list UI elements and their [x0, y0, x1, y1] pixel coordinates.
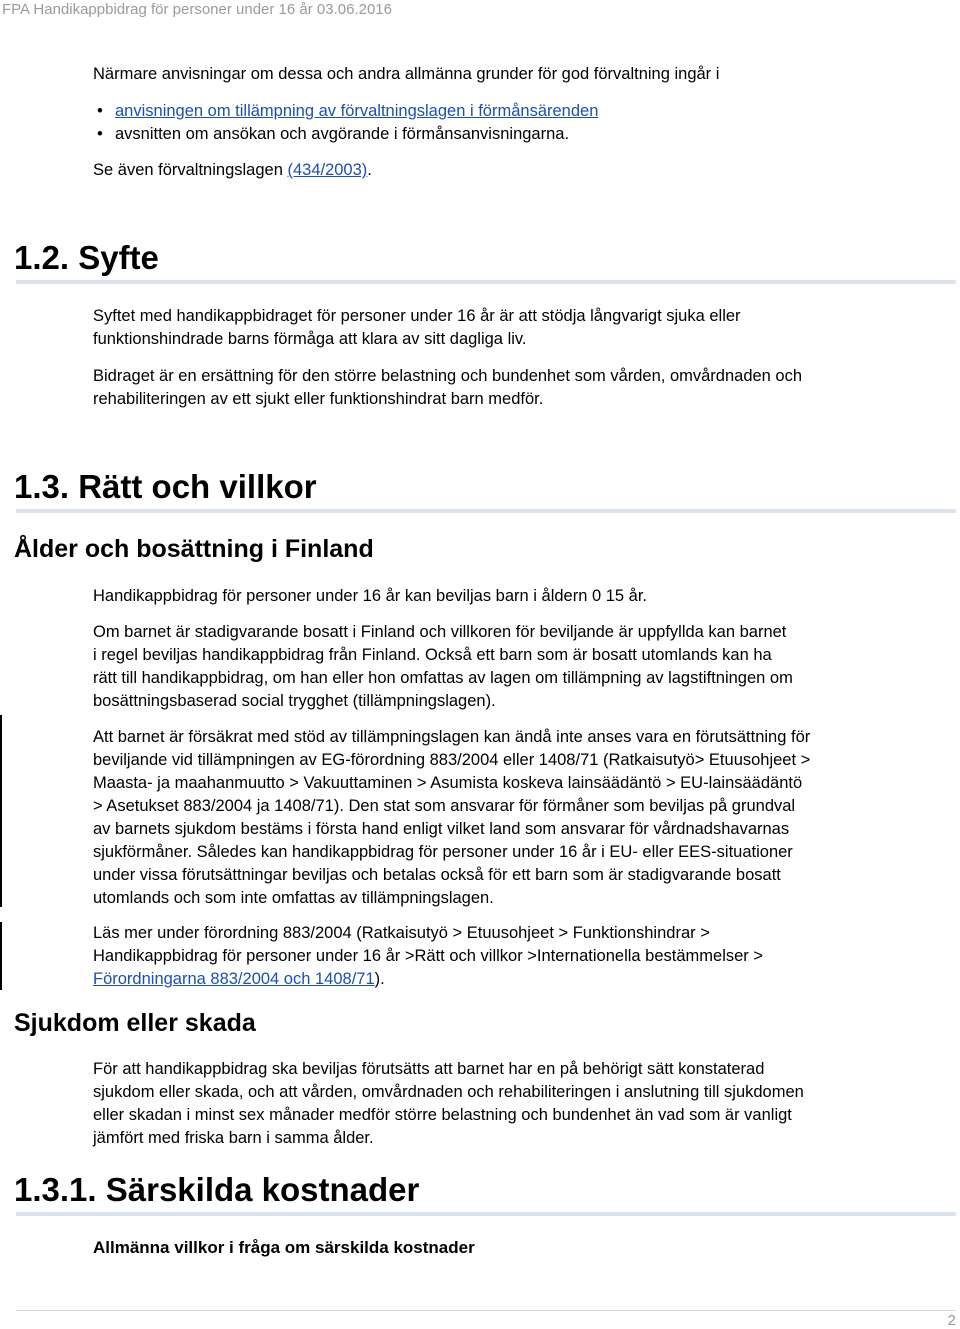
paragraph-line: funktionshindrade barns förmåga att klara av sitt dagliga liv.: [93, 330, 527, 348]
link-forordningarna[interactable]: Förordningarna 883/2004 och 1408/71: [93, 970, 375, 988]
section-heading-ratt-och-villkor: 1.3. Rätt och villkor: [14, 468, 317, 505]
subheading-sjukdom-skada: Sjukdom eller skada: [14, 1009, 256, 1037]
paragraph-line: av barnets sjukdom bestäms i första hand enligt vilket land som ansvarar för vårdnadshavarnas: [93, 820, 790, 838]
paragraph-line: Om barnet är stadigvarande bosatt i Finland och villkoren för beviljande är uppfyllda kan barnet: [93, 623, 787, 641]
change-bar: [0, 715, 2, 907]
intro-bullet-list: [97, 100, 599, 146]
paragraph-line: utomlands och som inte omfattas av tillämpningslagen.: [93, 889, 494, 907]
paragraph-line: under vissa förutsättningar beviljas och betalas också för ett barn som är stadigvarande bosatt: [93, 866, 781, 884]
paragraph-line: Läs mer under förordning 883/2004 (Ratkaisutyö > Etuusohjeet > Funktionshindrar >: [93, 924, 710, 942]
paragraph-line: jämfört med friska barn i samma ålder.: [93, 1129, 374, 1147]
paragraph-line: Bidraget är en ersättning för den större belastning och bundenhet som vården, omvårdnaden och: [93, 367, 803, 385]
bullet-dot-icon: •: [97, 102, 103, 120]
bullet-text: avsnitten om ansökan och avgörande i förmånsanvisningarna.: [115, 125, 570, 143]
bullet-item: [97, 123, 598, 146]
paragraph-line: sjukförmåner. Således kan handikappbidrag för personer under 16 år i EU- eller EES-situationer: [93, 843, 793, 861]
section-divider: [16, 280, 956, 284]
document-header: FPA Handikappbidrag för personer under 16 år 03.06.2016: [2, 1, 392, 18]
paragraph-line: rätt till handikappbidrag, om han eller hon omfattas av lagen om tillämpning av lagstiftningen om: [93, 669, 793, 687]
paragraph-line: > Asetukset 883/2004 ja 1408/71). Den stat som ansvarar för förmåner som beviljas på grundval: [93, 797, 796, 815]
paragraph-line: Handikappbidrag för personer under 16 år >Rätt och villkor >Internationella bestämmelser >: [93, 947, 763, 965]
section-heading-sarskilda-kostnader: 1.3.1. Särskilda kostnader: [14, 1171, 420, 1208]
paragraph-line: eller skadan i minst sex månader medför större belastning och bundenhet än vad som är vanligt: [93, 1106, 792, 1124]
link-anvisningen[interactable]: anvisningen om tillämpning av förvaltningslagen i förmånsärenden: [115, 102, 599, 120]
paragraph-line: Syftet med handikappbidraget för personer under 16 år är att stödja långvarigt sjuka eller: [93, 307, 741, 325]
page-number: 2: [947, 1312, 956, 1329]
bullet-dot-icon: •: [97, 125, 103, 143]
paragraph-line: sjukdom eller skada, och att vården, omvårdnaden och rehabiliteringen i anslutning till sjukdomen: [93, 1083, 804, 1101]
paragraph-line: i regel beviljas handikappbidrag från Finland. Också ett barn som är bosatt utomlands kan ha: [93, 646, 772, 664]
paragraph-line: Maasta- ja maahanmuutto > Vakuuttaminen > Asumista koskeva lainsäädäntö > EU-lainsäädäntö: [93, 774, 803, 792]
bullet-item[interactable]: [97, 100, 599, 123]
section-divider: [16, 1212, 956, 1216]
section-heading-syfte: 1.2. Syfte: [14, 239, 159, 276]
subheading-alder-bosattning: Ålder och bosättning i Finland: [14, 535, 374, 563]
paragraph-line: Att barnet är försäkrat med stöd av tillämpningslagen kan ändå inte anses vara en förutsättning för: [93, 728, 811, 746]
subheading-allmanna-villkor: Allmänna villkor i fråga om särskilda kostnader: [93, 1238, 475, 1257]
change-bar: [0, 922, 2, 990]
paragraph-line: rehabiliteringen av ett sjukt eller funktionshindrat barn medför.: [93, 390, 544, 408]
footer-divider: [16, 1310, 956, 1311]
paragraph-line: Förordningarna 883/2004 och 1408/71).: [93, 970, 385, 988]
see-also-line: Se även förvaltningslagen (434/2003).: [93, 161, 372, 179]
section-divider: [16, 509, 956, 513]
paragraph-line: beviljande vid tillämpningen av EG-förordning 883/2004 eller 1408/71 (Ratkaisutyö> Etuusohjeet >: [93, 751, 811, 769]
paragraph-line: bosättningsbaserad social trygghet (tillämpningslagen).: [93, 692, 496, 710]
paragraph-line: Handikappbidrag för personer under 16 år kan beviljas barn i åldern 0 15 år.: [93, 587, 648, 605]
link-forvaltningslagen[interactable]: (434/2003): [287, 161, 368, 179]
intro-lead: Närmare anvisningar om dessa och andra allmänna grunder för god förvaltning ingår i: [93, 65, 720, 83]
paragraph-line: För att handikappbidrag ska beviljas förutsätts att barnet har en på behörigt sätt konstaterad: [93, 1060, 765, 1078]
